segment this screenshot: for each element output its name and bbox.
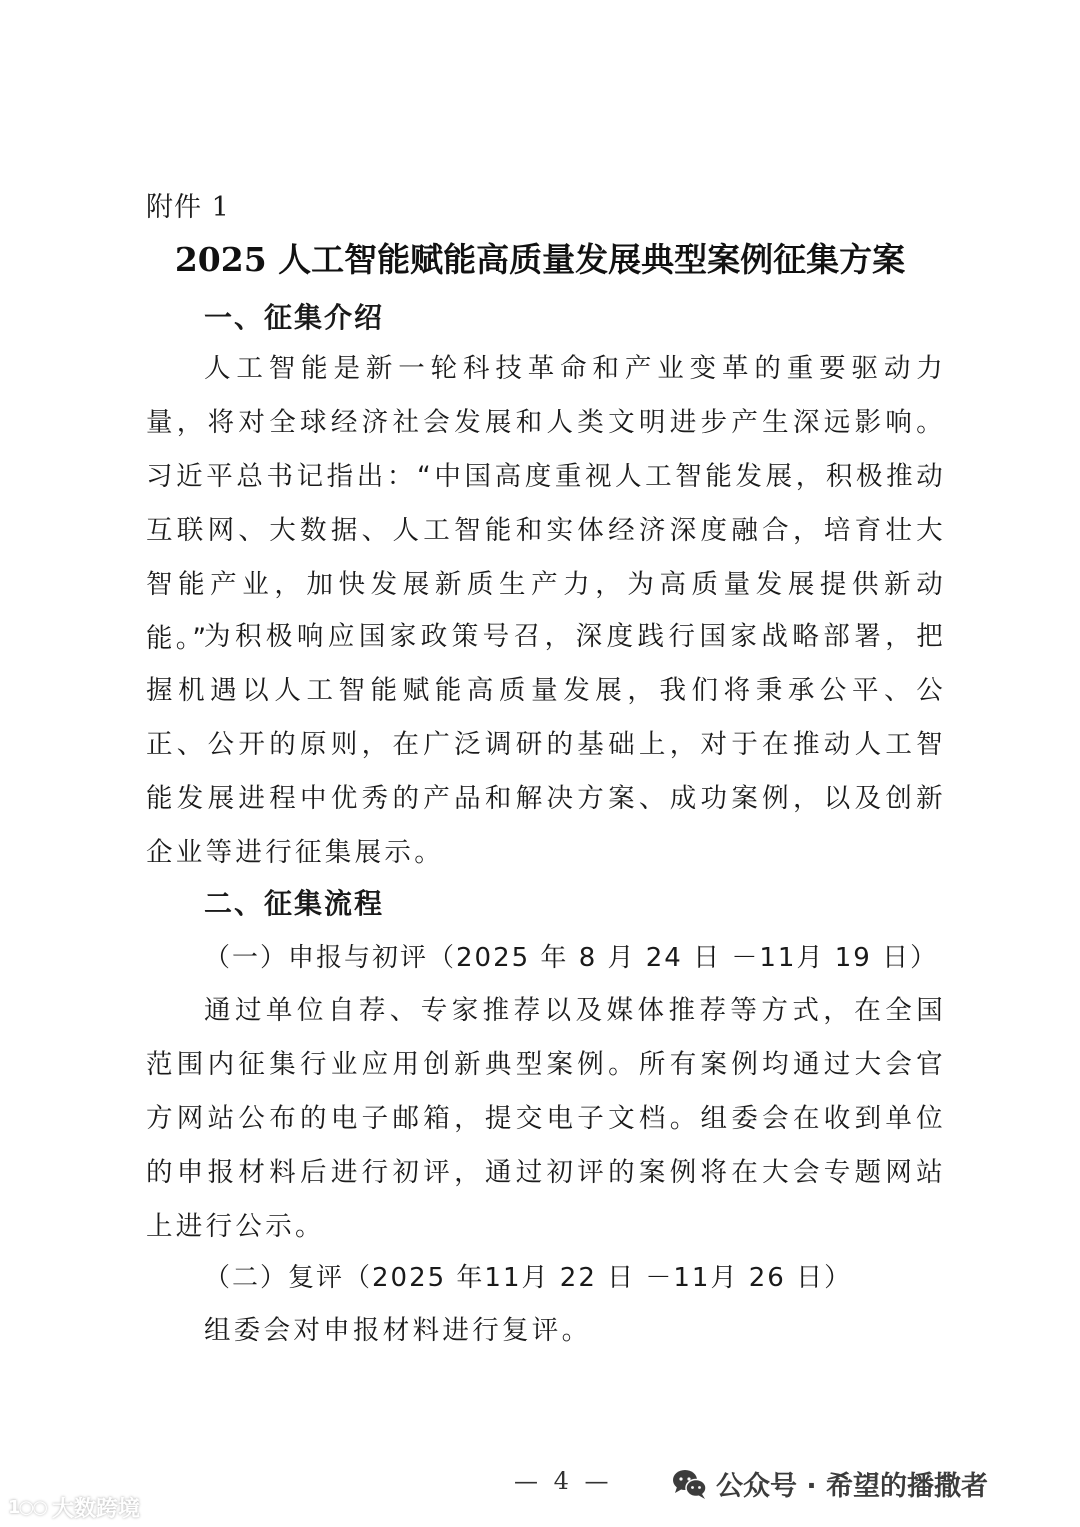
- watermark-left-text: 大数跨境: [51, 1497, 140, 1522]
- page-number: — 4 —: [514, 1467, 613, 1495]
- paragraph-review: 组委会对申报材料进行复评。: [204, 1315, 592, 1346]
- watermark-left: [8, 1492, 140, 1523]
- watermark-right-text: 公众号 · 希望的播撒者: [716, 1471, 989, 1502]
- attachment-label: 附件 1: [146, 192, 230, 223]
- wechat-icon: [672, 1468, 708, 1500]
- section-heading-process: 二、征集流程: [204, 887, 385, 920]
- paragraph-application: 通过单位自荐、专家推荐以及媒体推荐等方式，在全国范围内征集行业应用创新典型案例。所有案例均通过大会官方网站公布的电子邮箱，提交电子文档。组委会在收到单位的申报材料后进行初评，通过初评的案例将在大会专题网站上进行公示。: [146, 995, 946, 1242]
- watermark-right: [672, 1464, 988, 1503]
- paragraph-introduction-2: 为积极响应国家政策号召，深度践行国家战略部署，把握机遇以人工智能赋能高质量发展，我们将秉承公平、公正、公开的原则，在广泛调研的基础上，对于在推动人工智能发展进程中优秀的产品和解决方案、成功案例，以及创新企业等进行征集展示。: [146, 621, 946, 868]
- document-title: 2025 人工智能赋能高质量发展典型案例征集方案: [174, 240, 906, 279]
- 1000-logo-icon: 1○○: [8, 1497, 46, 1518]
- section-heading-introduction: 一、征集介绍: [204, 301, 385, 334]
- paragraph-introduction-1: 人工智能是新一轮科技革命和产业变革的重要驱动力量，将对全球经济社会发展和人类文明进步产生深远影响。习近平总书记指出：“中国高度重视人工智能发展，积极推动互联网、大数据、人工智能和实体经济深度融合，培育壮大智能产业，加快发展新质生产力，为高质量发展提供新动能。”: [146, 353, 946, 654]
- subsection-heading-review: （二）复评（2025 年11月 22 日 －11月 26 日）: [204, 1263, 853, 1293]
- subsection-heading-application: （一）申报与初评（2025 年 8 月 24 日 －11月 19 日）: [204, 943, 939, 973]
